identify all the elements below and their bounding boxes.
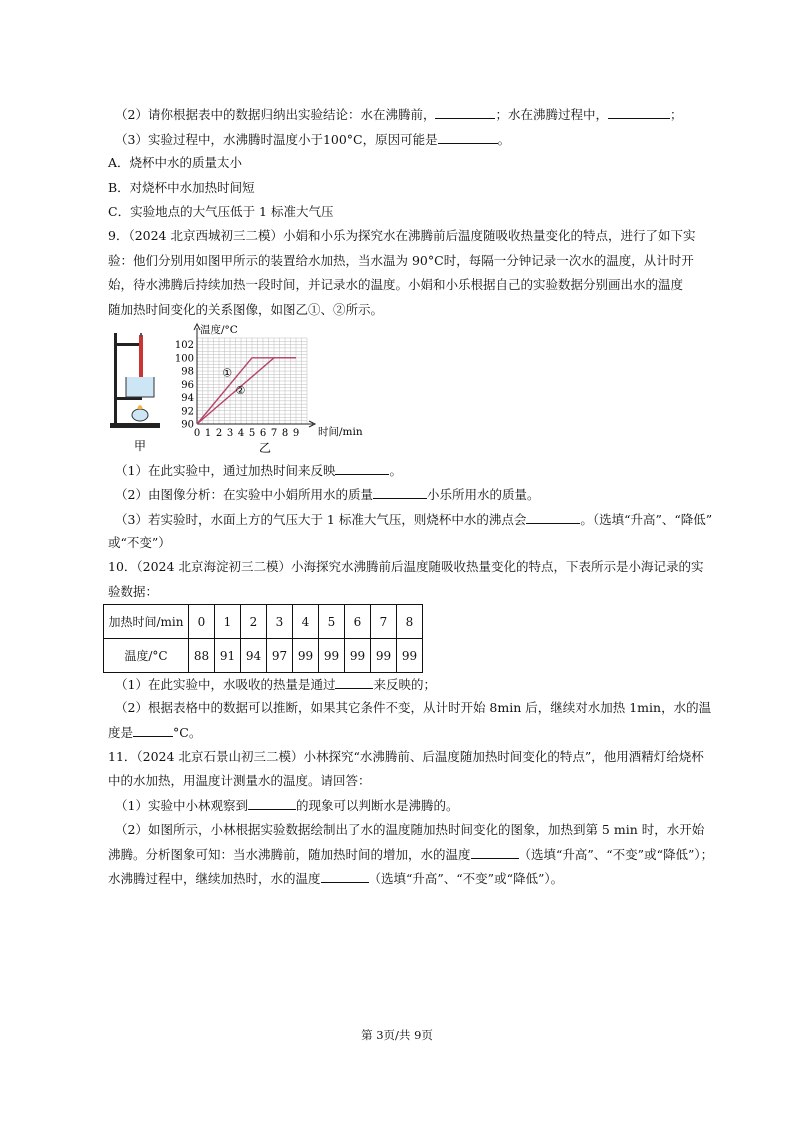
x-tick-label: 5 (248, 428, 256, 439)
figure-apparatus (108, 325, 168, 455)
q9-sub3: （3）若实验时，水面上方的气压大于 1 标准大气压，则烧杯中水的沸点会 。（选填“升高”、“降低” (115, 512, 713, 527)
table-cell: 94 (241, 639, 267, 673)
y-tick-label: 98 (181, 366, 194, 378)
q8-option-c[interactable]: C．实验地点的大气压低于 1 标准大气压 (108, 204, 334, 219)
table-header-cell: 温度/°C (104, 639, 189, 673)
q10-sub2: （2）根据表格中的数据可以推断，如果其它条件不变，从计时开始 8min 后，继续对水加热 1min，水的温 (115, 700, 712, 715)
table-cell: 2 (241, 605, 267, 639)
q10-stem-line1: 10．（2024 北京海淀初三二模）小海探究水沸腾前后温度随吸收热量变化的特点，下表所示是小海记录的实 (108, 559, 704, 574)
q8-option-b[interactable]: B．对烧杯中水加热时间短 (108, 180, 255, 195)
table-cell: 99 (371, 639, 397, 673)
table-cell: 1 (215, 605, 241, 639)
q9-sub2: （2）由图像分析：在实验中小娟所用水的质量 小乐所用水的质量。 (115, 487, 540, 502)
y-tick-label: 100 (174, 353, 194, 365)
q11-sub2-cont2: 水沸腾过程中，继续加热时，水的温度 （选填“升高”、“不变”或“降低”）。 (108, 871, 564, 886)
table-cell: 7 (371, 605, 397, 639)
series-label-2: ② (235, 384, 246, 398)
answer-blank[interactable] (438, 131, 498, 144)
x-tick-label: 6 (259, 428, 267, 439)
series-label-1: ① (222, 366, 233, 380)
answer-blank[interactable] (335, 462, 389, 475)
figure-chart (174, 320, 363, 460)
answer-blank[interactable] (526, 511, 580, 524)
q10-sub2-cont: 度是 °C。 (108, 725, 202, 740)
q11-sub2: （2）如图所示，小林根据实验数据绘制出了水的温度随加热时间变化的图象，加热到第 5 min 时，水开始 (115, 822, 705, 837)
q8-option-a[interactable]: A．烧杯中水的质量太小 (108, 155, 243, 170)
answer-blank[interactable] (435, 106, 495, 119)
table-cell: 8 (397, 605, 423, 639)
y-tick-label: 94 (181, 393, 194, 405)
y-tick-label: 96 (181, 379, 194, 391)
answer-blank[interactable] (321, 870, 369, 883)
table-cell: 4 (293, 605, 319, 639)
y-tick-label: 102 (174, 340, 194, 352)
figure-label-yi: 乙 (258, 441, 272, 455)
answer-blank[interactable] (373, 486, 427, 499)
q10-data-table (103, 604, 423, 673)
table-row (104, 639, 423, 673)
x-tick-label: 2 (215, 428, 223, 439)
q10-stem-line2: 验数据： (108, 584, 159, 599)
q11-sub1: （1）实验中小林观察到 的现象可以判断水是沸腾的。 (115, 798, 459, 813)
q9-stem-line2: 验：他们分别用如图甲所示的装置给水加热，当水温为 90°C时，每隔一分钟记录一次水的温度，从计时开 (108, 253, 694, 268)
answer-blank[interactable] (608, 106, 670, 119)
table-cell: 5 (319, 605, 345, 639)
table-cell: 0 (189, 605, 215, 639)
table-cell: 91 (215, 639, 241, 673)
table-cell: 99 (345, 639, 371, 673)
q9-sub3-cont: 或“不变”） (108, 535, 171, 550)
figure-label-jia: 甲 (133, 439, 147, 453)
x-tick-label: 8 (281, 428, 289, 439)
x-tick-label: 4 (237, 428, 245, 439)
q9-stem-line3: 始，待水沸腾后持续加热一段时间，并记录水的温度。小娟和小乐根据自己的实验数据分别画出水的温度 (108, 277, 684, 292)
table-cell: 88 (189, 639, 215, 673)
q8-part3: （3）实验过程中，水沸腾时温度小于100°C，原因可能是 。 (115, 132, 511, 147)
q8-part2: （2）请你根据表中的数据归纳出实验结论：水在沸腾前， ；水在沸腾过程中， ； (115, 107, 683, 122)
table-cell: 6 (345, 605, 371, 639)
table-cell: 3 (267, 605, 293, 639)
q11-stem-line2: 中的水加热，用温度计测量水的温度。请回答： (108, 773, 371, 788)
y-tick-label: 92 (181, 406, 194, 418)
table-row (104, 605, 423, 639)
answer-blank[interactable] (248, 797, 296, 810)
answer-blank[interactable] (133, 724, 173, 737)
x-tick-label: 1 (204, 428, 212, 439)
table-header-cell: 加热时间/min (104, 605, 189, 639)
x-tick-label: 3 (226, 428, 234, 439)
q10-sub1: （1）在此实验中，水吸收的热量是通过 来反映的； (115, 677, 436, 692)
q9-sub1: （1）在此实验中，通过加热时间来反映 。 (115, 463, 402, 478)
q11-sub2-cont: 沸腾。分析图象可知：当水沸腾前，随加热时间的增加，水的温度 （选填“升高”、“不变”或“降低”）； (108, 847, 714, 862)
y-axis-label: 温度/°C (200, 324, 238, 336)
table-cell: 99 (319, 639, 345, 673)
page-footer: 第 3页/共 9页 (361, 1028, 433, 1042)
x-tick-label: 7 (270, 428, 278, 439)
answer-blank[interactable] (471, 846, 519, 859)
answer-blank[interactable] (335, 676, 373, 689)
q9-stem-line1: 9．（2024 北京西城初三二模）小娟和小乐为探究水在沸腾前后温度随吸收热量变化的特点，进行了如下实 (108, 228, 696, 243)
chart-grid (197, 338, 307, 424)
table-cell: 97 (267, 639, 293, 673)
q9-stem-line4: 随加热时间变化的关系图像，如图乙①、②所示。 (108, 302, 384, 317)
q11-stem-line1: 11．（2024 北京石景山初三二模）小林探究“水沸腾前、后温度随加热时间变化的特点”，他用酒精灯给烧杯 (108, 749, 704, 764)
x-axis-label: 时间/min (318, 426, 363, 438)
table-cell: 99 (293, 639, 319, 673)
y-tick-label: 90 (181, 419, 194, 431)
table-cell: 99 (397, 639, 423, 673)
x-tick-label: 9 (292, 428, 300, 439)
x-tick-label: 0 (193, 428, 201, 439)
